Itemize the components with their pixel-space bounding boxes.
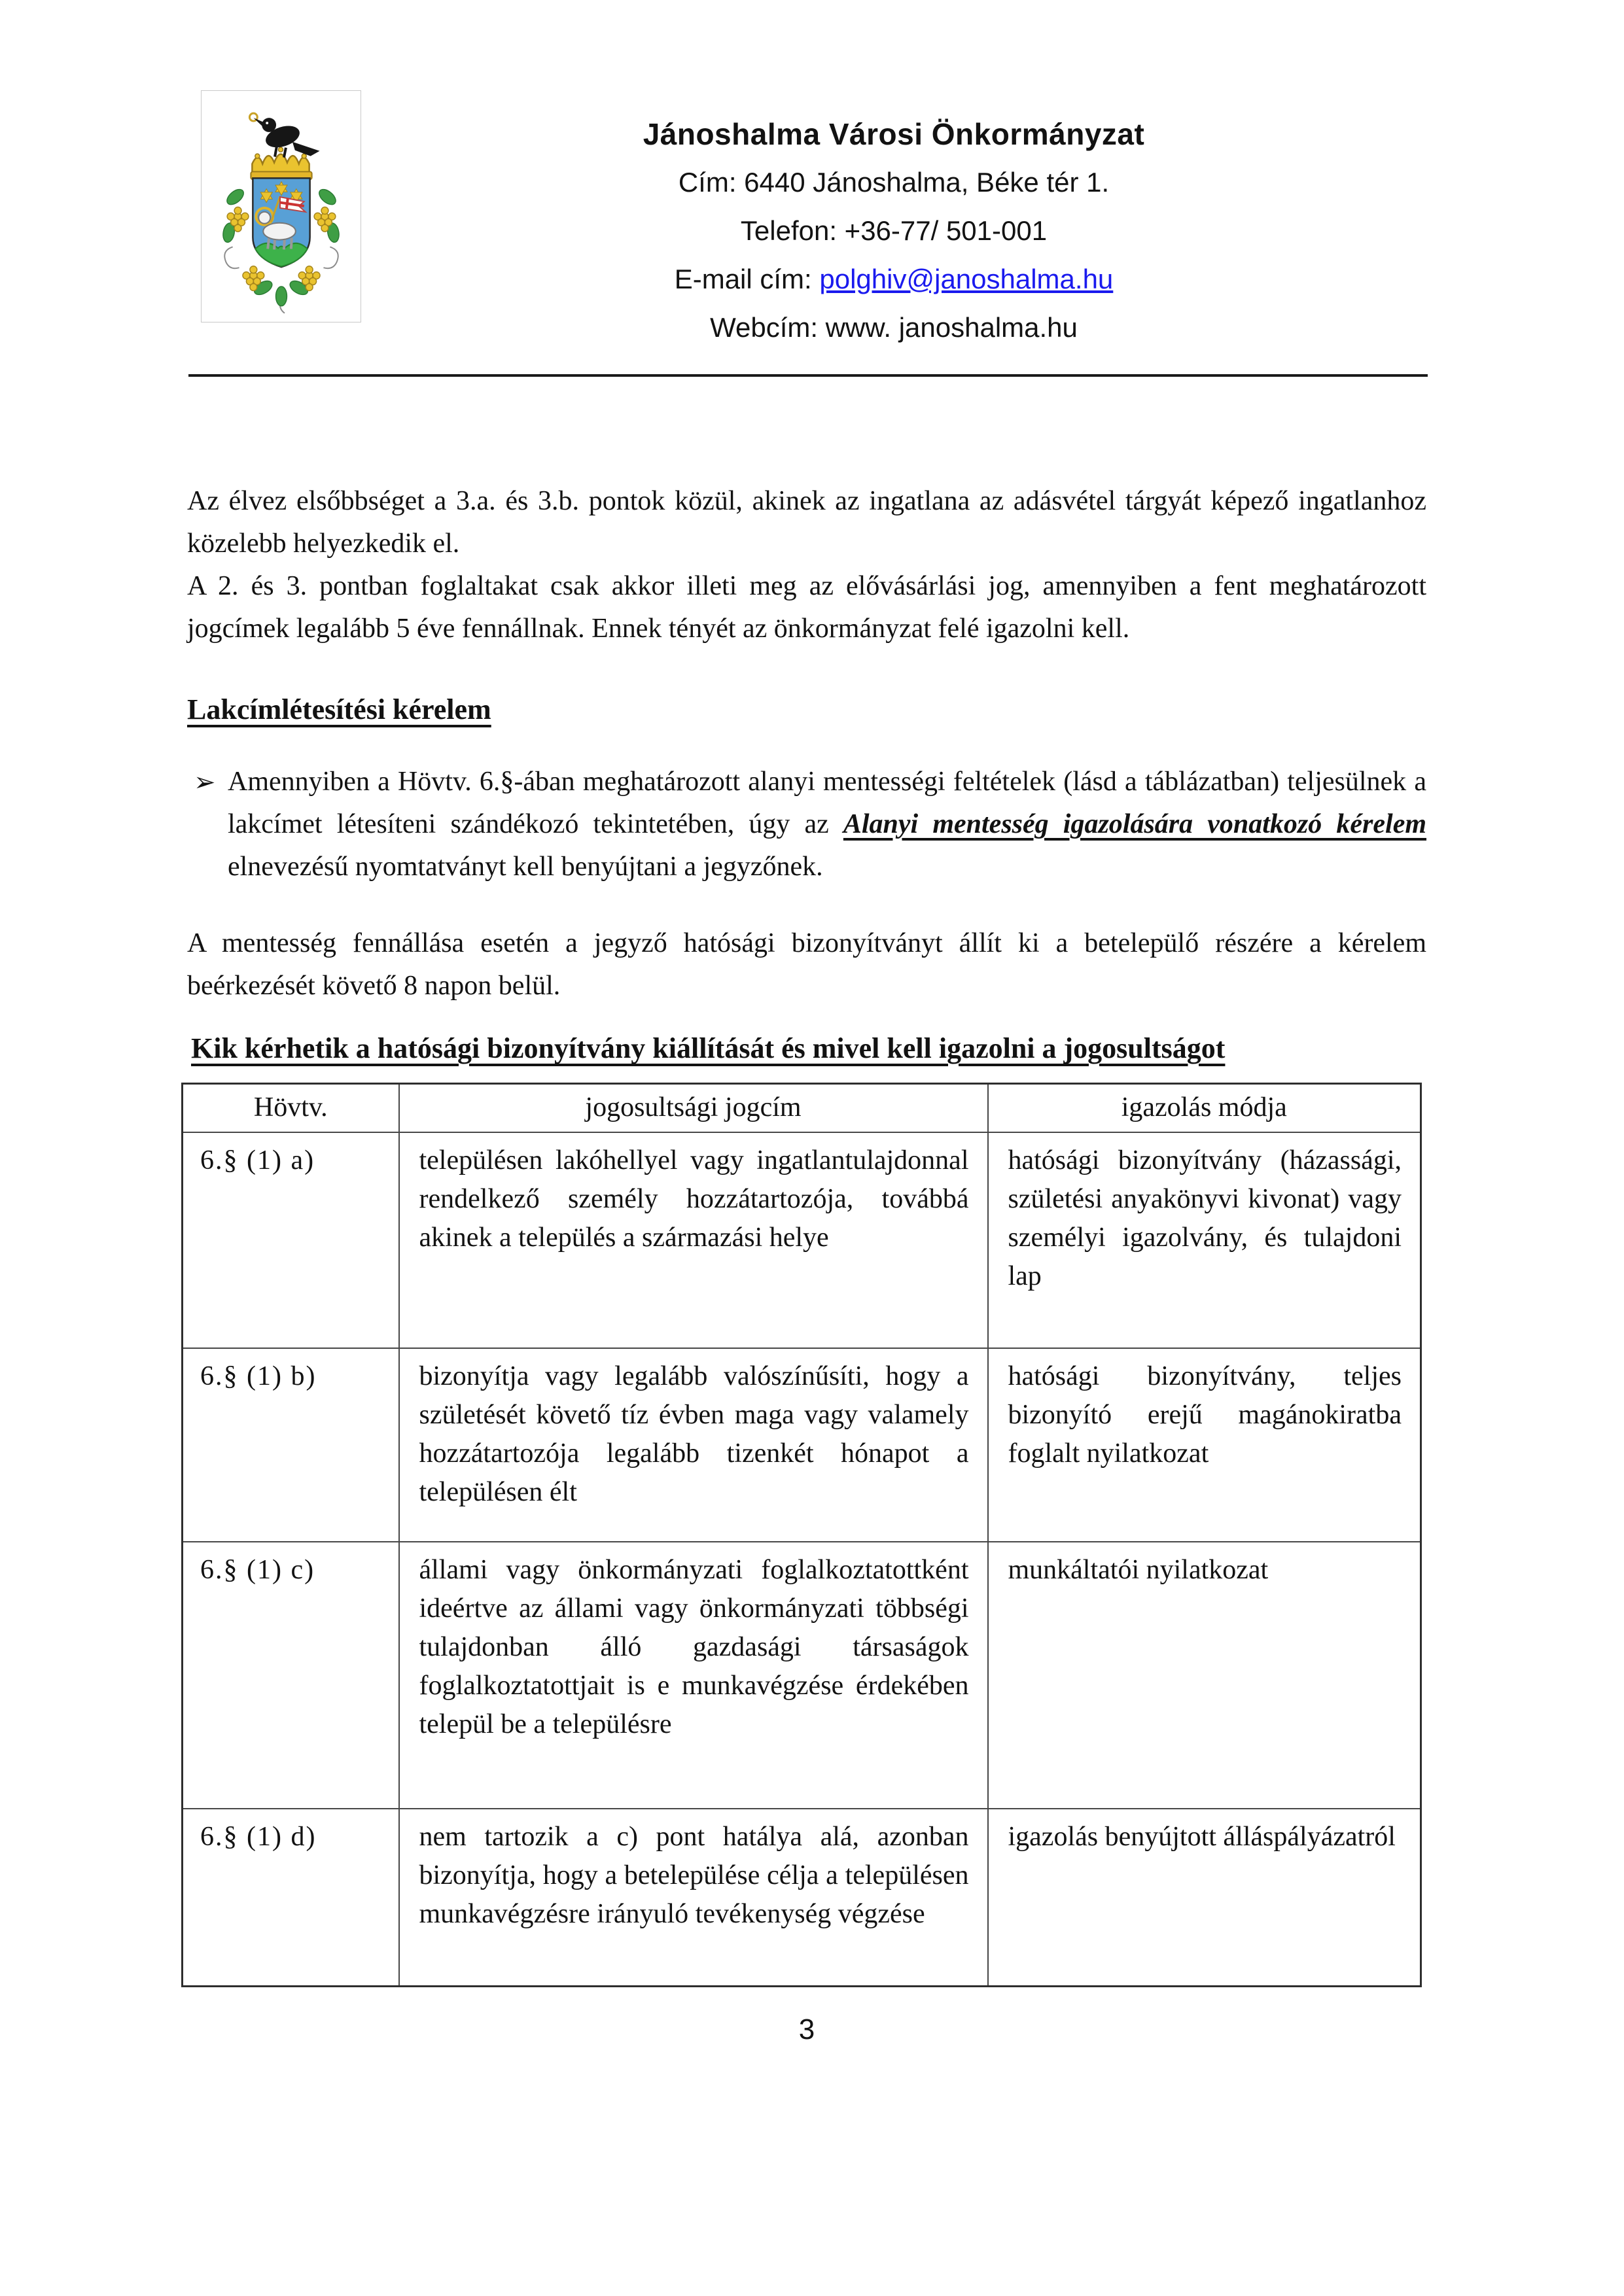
cell-jogcim: nem tartozik a c) pont hatálya alá, azonban bizonyítja, hogy a betelepülése célja a településen munkavégzésre irányuló tevékenység végzése xyxy=(399,1809,988,1987)
org-phone: Telefon: +36-77/ 501-001 xyxy=(740,215,1048,246)
shield-icon xyxy=(253,178,309,267)
cell-igazolas: hatósági bizonyítvány (házassági, születési anyakönyvi kivonat) vagy személyi igazolvány, és tulajdoni lap xyxy=(988,1132,1421,1348)
cell-ref: 6.§ (1) c) xyxy=(183,1542,399,1809)
table-row xyxy=(183,1809,1421,1987)
cell-igazolas: igazolás benyújtott álláspályázatról xyxy=(988,1809,1421,1987)
cell-jogcim: állami vagy önkormányzati foglalkoztatottként ideértve az állami vagy önkormányzati többségi tulajdonban álló gazdasági társaságok foglalkoztatottjait is e munkavégzése érdekében települ be a településre xyxy=(399,1542,988,1809)
email-link[interactable]: polghiv@janoshalma.hu xyxy=(819,264,1114,294)
table-heading: Kik kérhetik a hatósági bizonyítvány kiállítását és mivel kell igazolni a jogosultságot xyxy=(191,1032,1226,1064)
coat-of-arms-icon xyxy=(202,91,361,322)
page-number: 3 xyxy=(798,2013,815,2045)
bullet-text-emphasis: Alanyi mentesség igazolására vonatkozó kérelem xyxy=(843,809,1427,839)
paragraph-priority: Az élvez elsőbbséget a 3.a. és 3.b. pontok közül, akinek az ingatlana az adásvétel tárgyát képező ingatlanhoz közelebb helyezkedik el. xyxy=(187,486,1426,559)
table-row xyxy=(183,1132,1421,1348)
letterhead xyxy=(0,0,1624,352)
bullet-text-before: Amennyiben a Hövtv. 6.§-ában meghatározott alanyi mentességi feltételek (lásd a táblázatban) teljesülnek a lakcímet létesíteni szándékozó tekintetében, úgy az xyxy=(228,767,1426,839)
table-row xyxy=(183,1348,1421,1542)
paragraph-preemption: A 2. és 3. pontban foglaltakat csak akkor illeti meg az elővásárlási jog, amennyiben a fent meghatározott jogcímek legalább 5 éve fennállnak. Ennek tényét az önkormányzat felé igazolni kell. xyxy=(187,571,1426,644)
column-header-hovtv: Hövtv. xyxy=(183,1084,399,1132)
org-address: Cím: 6440 Jánoshalma, Béke tér 1. xyxy=(678,167,1110,198)
table-row xyxy=(183,1542,1421,1809)
cell-jogcim: bizonyítja vagy legalább valószínűsíti, hogy a születését követő tíz évben maga vagy valamely hozzátartozója legalább tizenkét hónapot a településen élt xyxy=(399,1348,988,1542)
letterhead-text xyxy=(361,90,1426,352)
cell-ref: 6.§ (1) a) xyxy=(183,1132,399,1348)
header-divider xyxy=(188,374,1428,377)
bullet-item xyxy=(187,761,1426,888)
coat-of-arms-logo xyxy=(201,90,361,322)
section-heading-lakcim: Lakcímlétesítési kérelem xyxy=(187,693,491,725)
bullet-text-after: elnevezésű nyomtatványt kell benyújtani a jegyzőnek. xyxy=(228,852,823,882)
org-web: Webcím: www. janoshalma.hu xyxy=(710,312,1078,343)
email-label: E-mail cím: xyxy=(674,264,820,294)
org-email-line xyxy=(361,255,1426,304)
cell-ref: 6.§ (1) b) xyxy=(183,1348,399,1542)
cell-igazolas: hatósági bizonyítvány, teljes bizonyító erejű magánokiratba foglalt nyilatkozat xyxy=(988,1348,1421,1542)
org-name: Jánoshalma Városi Önkormányzat xyxy=(643,117,1145,151)
cell-jogcim: településen lakóhellyel vagy ingatlantulajdonnal rendelkező személy hozzátartozója, továbbá akinek a település a származási helye xyxy=(399,1132,988,1348)
bullet-text xyxy=(228,761,1426,888)
arrow-bullet-icon: ➢ xyxy=(194,767,216,797)
paragraph-certificate: A mentesség fennállása esetén a jegyző hatósági bizonyítványt állít ki a betelepülő részére a kérelem beérkezését követő 8 napon belül. xyxy=(187,928,1426,1001)
cell-ref: 6.§ (1) d) xyxy=(183,1809,399,1987)
cell-igazolas: munkáltatói nyilatkozat xyxy=(988,1542,1421,1809)
table-header-row xyxy=(183,1084,1421,1132)
column-header-igazolas: igazolás módja xyxy=(988,1084,1421,1132)
eligibility-table xyxy=(181,1083,1422,1987)
column-header-jogcim: jogosultsági jogcím xyxy=(399,1084,988,1132)
document-body xyxy=(0,480,1624,2046)
